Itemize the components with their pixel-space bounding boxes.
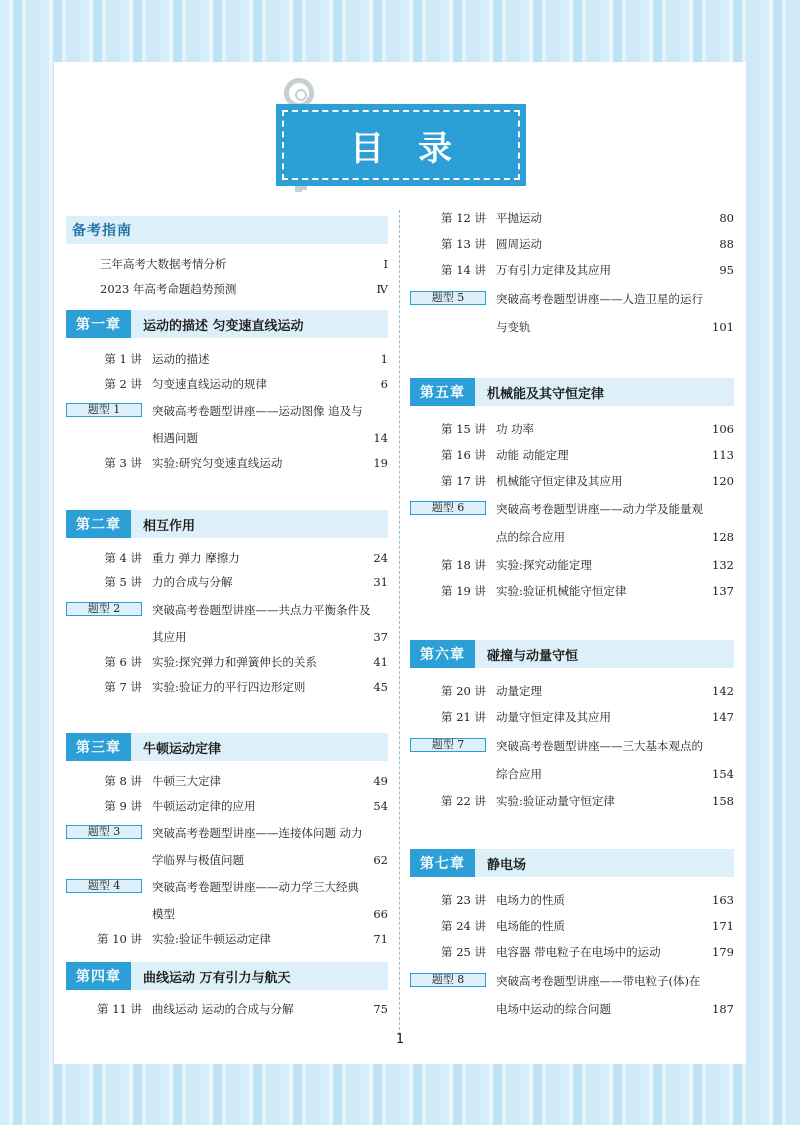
toc-entry[interactable]: 第 11 讲 曲线运动 运动的合成与分解 75 bbox=[97, 1002, 388, 1016]
toc-entry[interactable]: 第 3 讲 实验:研究匀变速直线运动 19 bbox=[104, 456, 388, 470]
toc-entry-cont[interactable]: 点的综合应用 128 bbox=[496, 530, 734, 544]
toc-entry[interactable]: 第 12 讲 平抛运动 80 bbox=[441, 211, 734, 225]
topic-badge: 题型 1 bbox=[66, 403, 142, 417]
toc-entry[interactable]: 2023 年高考命题趋势预测 Ⅳ bbox=[100, 282, 388, 296]
toc-entry[interactable]: 第 19 讲 实验:验证机械能守恒定律 137 bbox=[441, 584, 734, 598]
toc-entry[interactable]: 第 15 讲 功 功率 106 bbox=[441, 422, 734, 436]
toc-entry[interactable]: 第 4 讲 重力 弹力 摩擦力 24 bbox=[104, 551, 388, 565]
toc-entry-topic[interactable]: 题型 7 突破高考卷题型讲座——三大基本观点的 bbox=[410, 738, 734, 754]
chapter-header-7[interactable]: 第七章 静电场 bbox=[410, 849, 734, 877]
page-number: 1 bbox=[395, 1032, 405, 1047]
toc-entry[interactable]: 第 13 讲 圆周运动 88 bbox=[441, 237, 734, 251]
toc-entry-topic[interactable]: 题型 8 突破高考卷题型讲座——带电粒子(体)在 bbox=[410, 973, 734, 989]
topic-badge: 题型 7 bbox=[410, 738, 486, 752]
page-title: 目录 bbox=[282, 110, 520, 180]
chapter-header-4[interactable]: 第四章 曲线运动 万有引力与航天 bbox=[66, 962, 388, 990]
toc-entry-topic[interactable]: 题型 6 突破高考卷题型讲座——动力学及能量观 bbox=[410, 501, 734, 517]
toc-entry[interactable]: 三年高考大数据考情分析 Ⅰ bbox=[100, 257, 388, 271]
toc-entry-topic[interactable]: 题型 5 突破高考卷题型讲座——人造卫星的运行 bbox=[410, 291, 734, 307]
toc-entry[interactable]: 第 20 讲 动量定理 142 bbox=[441, 684, 734, 698]
toc-entry[interactable]: 第 21 讲 动量守恒定律及其应用 147 bbox=[441, 710, 734, 724]
topic-badge: 题型 2 bbox=[66, 602, 142, 616]
toc-entry[interactable]: 第 6 讲 实验:探究弹力和弹簧伸长的关系 41 bbox=[104, 655, 388, 669]
toc-entry-cont[interactable]: 综合应用 154 bbox=[496, 767, 734, 781]
toc-entry[interactable]: 第 18 讲 实验:探究动能定理 132 bbox=[441, 558, 734, 572]
title-block bbox=[276, 78, 526, 188]
chapter-header-3[interactable]: 第三章 牛顿运动定律 bbox=[66, 733, 388, 761]
toc-entry-cont[interactable]: 电场中运动的综合问题 187 bbox=[496, 1002, 734, 1016]
chapter-header-5[interactable]: 第五章 机械能及其守恒定律 bbox=[410, 378, 734, 406]
toc-entry-cont[interactable]: 相遇问题 14 bbox=[152, 431, 388, 445]
toc-entry[interactable]: 第 23 讲 电场力的性质 163 bbox=[441, 893, 734, 907]
toc-entry-topic[interactable]: 题型 3 突破高考卷题型讲座——连接体问题 动力 bbox=[66, 825, 388, 841]
toc-entry[interactable]: 第 24 讲 电场能的性质 171 bbox=[441, 919, 734, 933]
toc-entry[interactable]: 第 1 讲 运动的描述 1 bbox=[104, 352, 388, 366]
topic-badge: 题型 5 bbox=[410, 291, 486, 305]
toc-entry-cont[interactable]: 模型 66 bbox=[152, 907, 388, 921]
toc-entry-topic[interactable]: 题型 2 突破高考卷题型讲座——共点力平衡条件及 bbox=[66, 602, 388, 618]
toc-entry[interactable]: 第 16 讲 动能 动能定理 113 bbox=[441, 448, 734, 462]
toc-entry-cont[interactable]: 与变轨 101 bbox=[496, 320, 734, 334]
toc-entry[interactable]: 第 2 讲 匀变速直线运动的规律 6 bbox=[104, 377, 388, 391]
toc-entry[interactable]: 第 8 讲 牛顿三大定律 49 bbox=[104, 774, 388, 788]
topic-badge: 题型 3 bbox=[66, 825, 142, 839]
toc-entry[interactable]: 第 10 讲 实验:验证牛顿运动定律 71 bbox=[97, 932, 388, 946]
section-header-guide[interactable]: 备考指南 bbox=[66, 216, 388, 244]
toc-entry-cont[interactable]: 学临界与极值问题 62 bbox=[152, 853, 388, 867]
topic-badge: 题型 8 bbox=[410, 973, 486, 987]
toc-entry-cont[interactable]: 其应用 37 bbox=[152, 630, 388, 644]
toc-entry[interactable]: 第 22 讲 实验:验证动量守恒定律 158 bbox=[441, 794, 734, 808]
toc-entry[interactable]: 第 14 讲 万有引力定律及其应用 95 bbox=[441, 263, 734, 277]
toc-page bbox=[54, 62, 746, 1064]
toc-entry[interactable]: 第 25 讲 电容器 带电粒子在电场中的运动 179 bbox=[441, 945, 734, 959]
chapter-header-2[interactable]: 第二章 相互作用 bbox=[66, 510, 388, 538]
toc-entry[interactable]: 第 17 讲 机械能守恒定律及其应用 120 bbox=[441, 474, 734, 488]
column-divider bbox=[399, 210, 400, 1040]
topic-badge: 题型 6 bbox=[410, 501, 486, 515]
chapter-header-6[interactable]: 第六章 碰撞与动量守恒 bbox=[410, 640, 734, 668]
chapter-header-1[interactable]: 第一章 运动的描述 匀变速直线运动 bbox=[66, 310, 388, 338]
toc-entry[interactable]: 第 5 讲 力的合成与分解 31 bbox=[104, 575, 388, 589]
toc-entry[interactable]: 第 7 讲 实验:验证力的平行四边形定则 45 bbox=[104, 680, 388, 694]
toc-entry-topic[interactable]: 题型 1 突破高考卷题型讲座——运动图像 追及与 bbox=[66, 403, 388, 419]
toc-entry[interactable]: 第 9 讲 牛顿运动定律的应用 54 bbox=[104, 799, 388, 813]
topic-badge: 题型 4 bbox=[66, 879, 142, 893]
toc-entry-topic[interactable]: 题型 4 突破高考卷题型讲座——动力学三大经典 bbox=[66, 879, 388, 895]
